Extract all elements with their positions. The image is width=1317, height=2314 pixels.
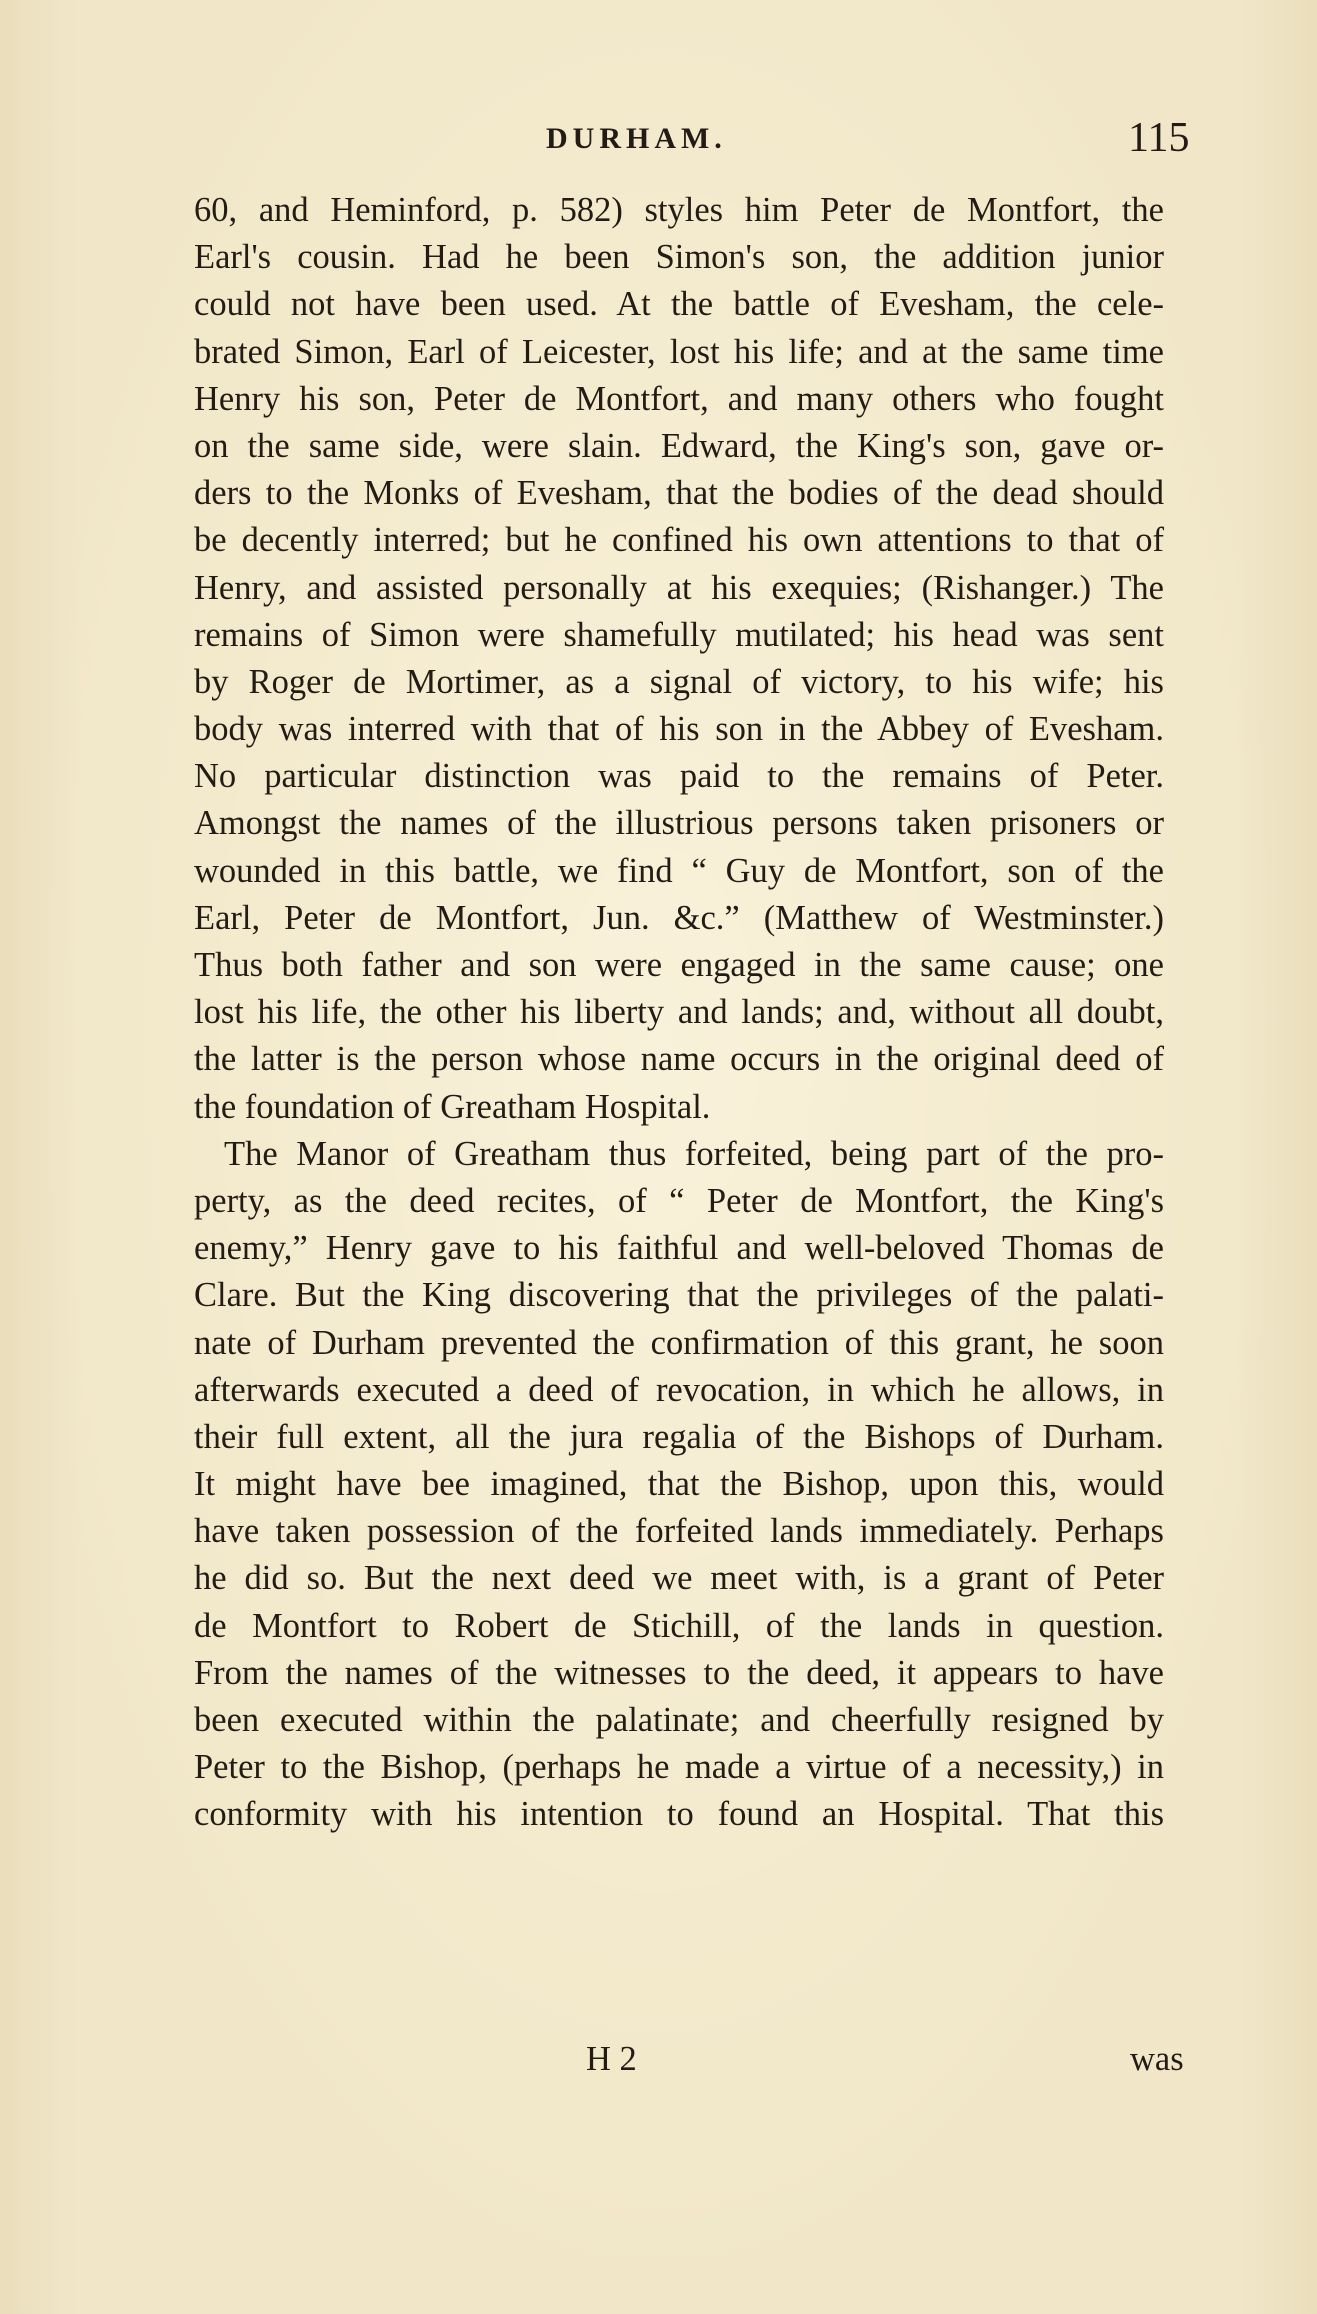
text-line-23: enemy,” Henry gave to his faithful and well-beloved Thomas de	[194, 1229, 1164, 1268]
running-head	[0, 112, 1317, 172]
text-line-34: Peter to the Bishop, (perhaps he made a virtue of a necessity,) in	[194, 1748, 1164, 1787]
signature-mark: H 2	[586, 2040, 637, 2078]
text-line-14: Amongst the names of the illustrious persons taken prisoners or	[194, 804, 1164, 843]
text-line-1: 60, and Heminford, p. 582) styles him Peter de Montfort, the	[194, 191, 1164, 229]
catchword: was	[1130, 2040, 1184, 2078]
text-line-19: the latter is the person whose name occurs in the original deed of	[194, 1040, 1164, 1079]
text-line-4: brated Simon, Earl of Leicester, lost his life; and at the same time	[194, 332, 1164, 371]
text-line-6: on the same side, were slain. Edward, the King's son, gave or-	[194, 426, 1164, 465]
page-footer	[0, 2040, 1317, 2100]
text-line-25: nate of Durham prevented the confirmation of this grant, he soon	[194, 1323, 1164, 1362]
text-line-9: Henry, and assisted personally at his exequies; (Rishanger.) The	[194, 568, 1164, 607]
text-line-13: No particular distinction was paid to the remains of Peter.	[194, 757, 1164, 796]
text-line-17: Thus both father and son were engaged in the same cause; one	[194, 946, 1164, 984]
text-line-30: he did so. But the next deed we meet with, is a grant of Peter	[194, 1559, 1164, 1598]
text-line-21: The Manor of Greatham thus forfeited, being part of the pro-	[224, 1134, 1164, 1173]
text-line-27: their full extent, all the jura regalia of the Bishops of Durham.	[194, 1417, 1164, 1456]
text-line-7: ders to the Monks of Evesham, that the bodies of the dead should	[194, 474, 1164, 513]
text-line-26: afterwards executed a deed of revocation, in which he allows, in	[194, 1370, 1164, 1409]
text-line-16: Earl, Peter de Montfort, Jun. &c.” (Matthew of Westminster.)	[194, 898, 1164, 937]
text-line-20: the foundation of Greatham Hospital.	[194, 1087, 711, 1126]
text-line-22: perty, as the deed recites, of “ Peter de Montfort, the King's	[194, 1181, 1164, 1220]
text-line-18: lost his life, the other his liberty and lands; and, without all doubt,	[194, 993, 1164, 1032]
text-line-3: could not have been used. At the battle of Evesham, the cele-	[194, 285, 1164, 324]
text-line-28: It might have bee imagined, that the Bishop, upon this, would	[194, 1465, 1164, 1504]
text-line-24: Clare. But the King discovering that the privileges of the palati-	[194, 1276, 1164, 1315]
body-text	[194, 187, 1164, 1839]
text-line-8: be decently interred; but he confined his own attentions to that of	[194, 521, 1164, 560]
text-line-12: body was interred with that of his son in the Abbey of Evesham.	[194, 710, 1164, 749]
text-line-31: de Montfort to Robert de Stichill, of the lands in question.	[194, 1606, 1164, 1645]
page-number: 115	[1128, 115, 1190, 161]
text-line-5: Henry his son, Peter de Montfort, and many others who fought	[194, 379, 1164, 418]
text-line-33: been executed within the palatinate; and cheerfully resigned by	[194, 1701, 1164, 1739]
text-line-32: From the names of the witnesses to the deed, it appears to have	[194, 1653, 1164, 1692]
text-line-10: remains of Simon were shamefully mutilated; his head was sent	[194, 615, 1164, 654]
text-line-15: wounded in this battle, we find “ Guy de Montfort, son of the	[194, 851, 1164, 890]
running-title: DURHAM.	[546, 122, 727, 155]
text-line-35: conformity with his intention to found an Hospital. That this	[194, 1795, 1164, 1834]
text-line-11: by Roger de Mortimer, as a signal of victory, to his wife; his	[194, 662, 1164, 701]
text-line-2: Earl's cousin. Had he been Simon's son, the addition junior	[194, 238, 1164, 277]
text-line-29: have taken possession of the forfeited lands immediately. Perhaps	[194, 1512, 1164, 1551]
